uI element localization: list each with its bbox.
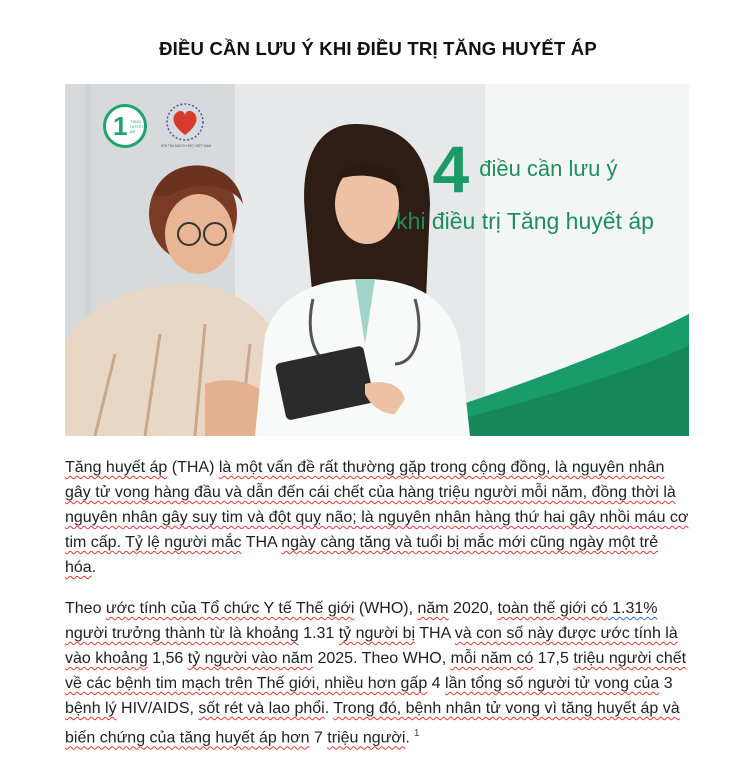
- heart-emblem-icon: [163, 102, 207, 144]
- paragraph-intro: Tăng huyết áp (THA) là một vấn đề rất thường gặp trong cộng đồng, là nguyên nhân gây tử vong hàng đầu và dẫn đến cái chết của hàng triệu người mỗi năm, đồng thời là nguyên nhân gây suy tim và đột quỵ não; là nguyên nhân hàng thứ hai gây nhồi máu cơ tim cấp. Tỷ lệ người mắc THA ngày càng tăng và tuổi bị mắc mới cũng ngày một trẻ hóa.: [65, 459, 689, 576]
- headline-number: 4: [432, 132, 470, 206]
- one-heart-logo: 1 TĂNG HUYẾT ÁP: [103, 104, 147, 148]
- society-logo: HỘI TIM MẠCH HỌC VIỆT NAM: [163, 102, 207, 152]
- document-title: ĐIỀU CẦN LƯU Ý KHI ĐIỀU TRỊ TĂNG HUYẾT ÁP: [159, 38, 597, 59]
- paragraph-who-statistics: Theo ước tính của Tổ chức Y tế Thế giới (WHO), năm 2020, toàn thế giới có 1.31% người trưởng thành từ là khoảng 1.31 tỷ người bị THA và con số này được ước tính là vào khoảng 1,56 tỷ người vào năm 2025. Theo WHO, mỗi năm có 17,5 triệu người chết về các bệnh tim mạch trên Thế giới, nhiều hơn gấp 4 lần tổng số người tử vong của 3 bệnh lý HIV/AIDS, sốt rét và lao phổi. Trong đó, bệnh nhân tử vong vì tăng huyết áp và biến chứng của tăng huyết áp hơn 7 triệu người. $^1$: [65, 600, 687, 747]
- headline-line2: khi điều trị Tăng huyết áp: [396, 208, 654, 234]
- headline-line1: điều cần lưu ý: [479, 156, 618, 181]
- hero-image: [65, 84, 689, 436]
- footnote-reference[interactable]: 1: [413, 728, 420, 739]
- hero-headline: [375, 132, 675, 235]
